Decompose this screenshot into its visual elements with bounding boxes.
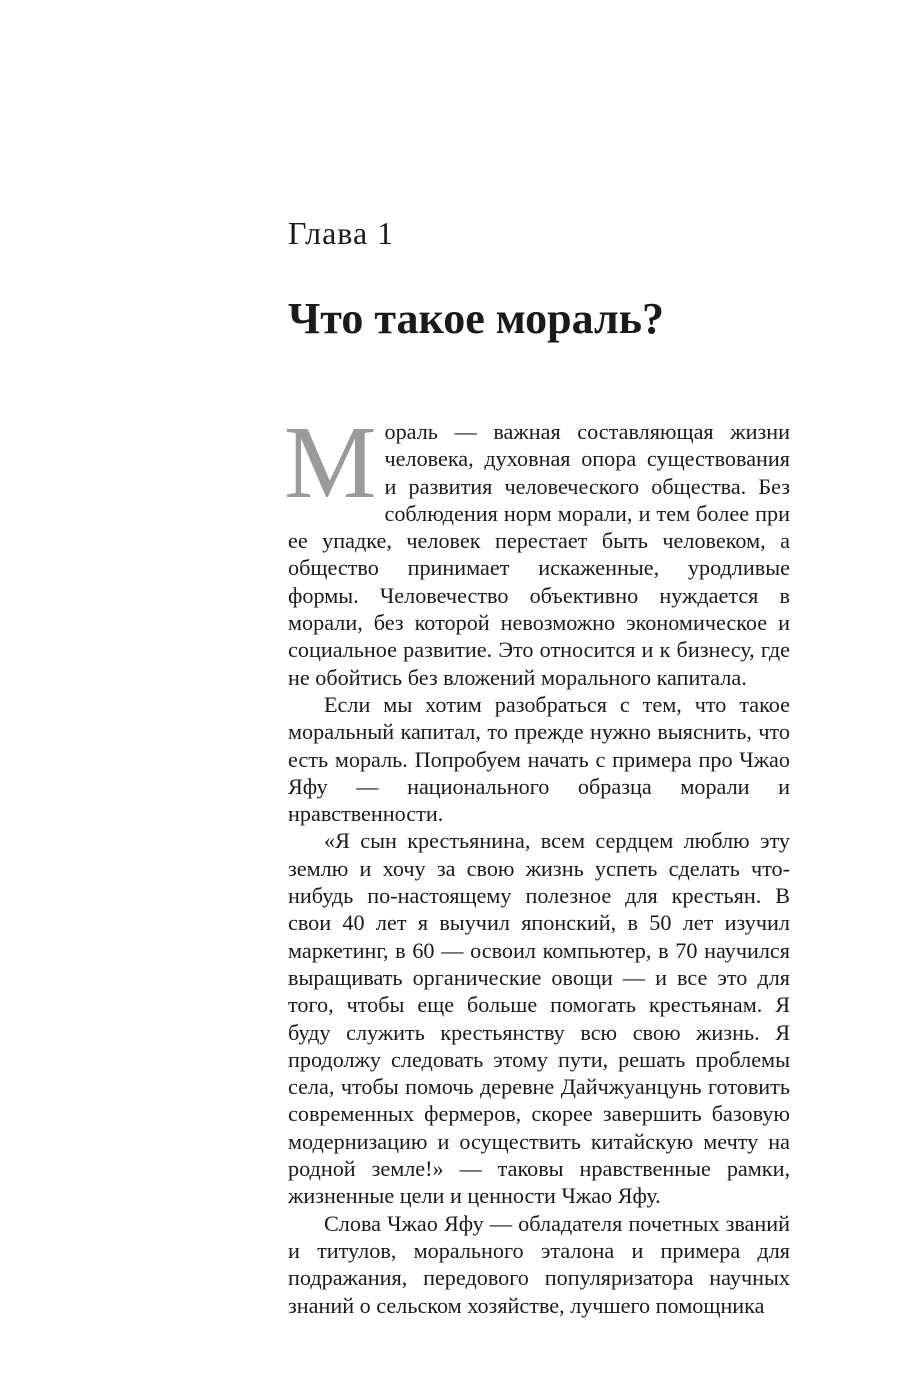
chapter-body: [284, 405, 790, 1319]
chapter-label: Глава 1: [288, 215, 395, 251]
paragraph-4: Слова Чжао Яфу — обладателя почетных званий и титулов, морального эталона и примера для подражания, передового популяризатора научных знаний о сельском хозяйстве, лучшего помощника: [288, 1210, 790, 1318]
chapter-title: Что такое мораль?: [288, 294, 664, 343]
drop-cap-letter: М: [284, 405, 377, 520]
paragraph-1-text: ораль — важная составляющая жизни человека, духовная опора существования и развития человеческого общества. Без соблюдения норм морали, и тем более при ее упадке, человек перестает быть человеком, а общество принимает искаженные, уродливые формы. Человечество объективно нуждается в морали, без которой невозможно экономическое и социальное развитие. Это относится и к бизнесу, где не обойтись без вложений морального капитала.: [288, 419, 790, 690]
paragraph-1: [284, 405, 790, 691]
paragraph-3: «Я сын крестьянина, всем сердцем люблю эту землю и хочу за свою жизнь успеть сделать что-нибудь по-настоящему полезное для крестьян. В свои 40 лет я выучил японский, в 50 лет изучил маркетинг, в 60 — освоил компьютер, в 70 научился выращивать органические овощи — и все это для того, чтобы еще больше помогать крестьянам. Я буду служить крестьянству всю свою жизнь. Я продолжу следовать этому пути, решать проблемы села, чтобы помочь деревне Дайчжуанцунь готовить современных фермеров, скорее завершить базовую модернизацию и осуществить китайскую мечту на родной земле!» — таковы нравственные рамки, жизненные цели и ценности Чжао Яфу.: [288, 828, 790, 1209]
paragraph-2: Если мы хотим разобраться с тем, что такое моральный капитал, то прежде нужно выяснить, что есть мораль. Попробуем начать с примера про Чжао Яфу — национального образца морали и нравственности.: [288, 691, 790, 827]
